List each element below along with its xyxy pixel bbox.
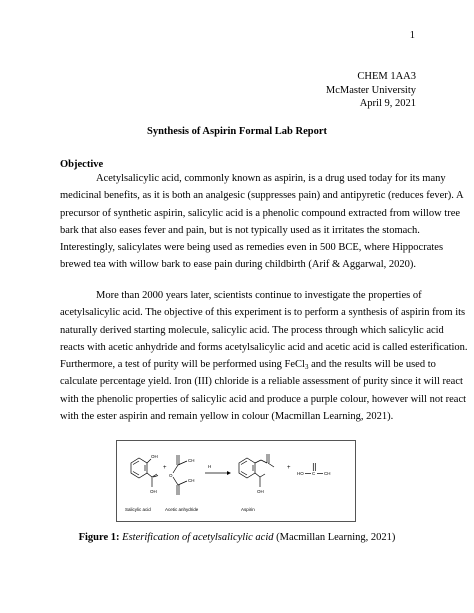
paragraph-1-line-3: precursor of synthetic aspirin, salicylic acid is a phenolic compound extracted from willow tree bbox=[60, 207, 461, 219]
paragraph-2 bbox=[60, 287, 468, 425]
report-date: April 9, 2021 bbox=[359, 98, 416, 109]
header-block bbox=[326, 70, 416, 111]
h3o-catalyst-label: H bbox=[208, 464, 212, 469]
plus-sign-1: + bbox=[163, 465, 167, 471]
acetic-anhydride-structure bbox=[165, 455, 199, 512]
paragraph-1-line-2: medicinal benefits, as it is both an analgesic (suppresses pain) and antipyretic (reduces fever). A bbox=[60, 190, 464, 202]
fecl3-subscript: 3 bbox=[304, 363, 309, 372]
reaction-arrow bbox=[205, 464, 231, 475]
paragraph-1-line-1: Acetylsalicylic acid, commonly known as aspirin, is a drug used today for its many bbox=[96, 173, 446, 184]
aspirin-label: Aspirin bbox=[241, 507, 255, 512]
plus-sign-2: + bbox=[287, 465, 291, 471]
fecl3-line-end: and the results will be used to bbox=[308, 359, 436, 371]
paragraph-1-line-4: bark that also eases fever and pain, but is not typically used as it irritates the stomach. bbox=[60, 224, 420, 236]
aspirin-structure bbox=[239, 454, 274, 512]
paragraph-2-line-3: naturally derived starting molecule, salicylic acid. The process through which salicylic acid bbox=[60, 324, 444, 336]
aspirin-cooh-label: OH bbox=[257, 489, 264, 494]
paragraph-2-line-7: with the phenolic properties of salicylic acid and produce a purple colour, however will not react bbox=[60, 393, 467, 405]
report-title: Synthesis of Aspirin Formal Lab Report bbox=[147, 126, 327, 137]
paragraph-1-line-5: Interestingly, salicylates were being used as remedies even in 500 BCE, where Hippocrates bbox=[60, 242, 444, 254]
paragraph-1-line-6: brewed tea with willow bark to ease pain during childbirth (Arif & Aggarwal, 2020). bbox=[60, 259, 417, 271]
figure-caption bbox=[0, 532, 474, 543]
paragraph-2-line-1: More than 2000 years later, scientists continue to investigate the properties of bbox=[96, 290, 422, 301]
fecl3-line-start: Furthermore, a test of purity will be performed using FeCl bbox=[60, 359, 305, 371]
paragraph-2-line-4: reacts with acetic anhydride and forms acetylsalicylic acid and acetic acid is called esterification. bbox=[60, 341, 468, 353]
acetic-acid-carbon: C bbox=[312, 471, 316, 476]
caption-label: Figure 1: bbox=[78, 532, 120, 543]
esterification-scheme bbox=[117, 441, 355, 521]
paragraph-1 bbox=[60, 170, 464, 274]
salicylic-acid-structure bbox=[125, 454, 158, 512]
university-name: McMaster University bbox=[325, 84, 416, 96]
caption-title: Esterification of acetylsalicylic acid bbox=[122, 532, 274, 543]
acetic-anhydride-label: Acetic anhydride bbox=[165, 507, 199, 512]
salicylic-cooh-label: OH bbox=[150, 489, 157, 494]
acetic-acid-structure bbox=[297, 463, 331, 476]
reaction-figure bbox=[116, 440, 356, 522]
paragraph-2-line-5 bbox=[60, 356, 436, 373]
paragraph-2-line-2: acetylsalicylic acid. The objective of this experiment is to perform a synthesis of aspirin from its bbox=[60, 307, 466, 319]
paragraph-2-line-8: with the ester aspirin and remain yellow in colour (Macmillan Learning, 2021). bbox=[60, 411, 394, 423]
anhydride-ch3-top: CH bbox=[188, 458, 195, 463]
acetic-acid-ch3: CH bbox=[324, 471, 331, 476]
anhydride-ch3-bottom: CH bbox=[188, 478, 195, 483]
caption-citation: (Macmillan Learning, 2021) bbox=[276, 532, 396, 543]
section-heading-objective: Objective bbox=[60, 159, 104, 170]
course-code: CHEM 1AA3 bbox=[357, 71, 416, 82]
page-number: 1 bbox=[409, 30, 415, 41]
salicylic-oh-label: OH bbox=[151, 454, 158, 459]
paragraph-2-line-6: calculate percentage yield. Iron (III) chloride is a reliable assessment of purity since it will react bbox=[60, 376, 463, 388]
anhydride-bridge-o: O bbox=[169, 473, 173, 478]
acetic-acid-ho: HO bbox=[297, 471, 304, 476]
salicylic-acid-label: Salicylic acid bbox=[125, 507, 151, 512]
